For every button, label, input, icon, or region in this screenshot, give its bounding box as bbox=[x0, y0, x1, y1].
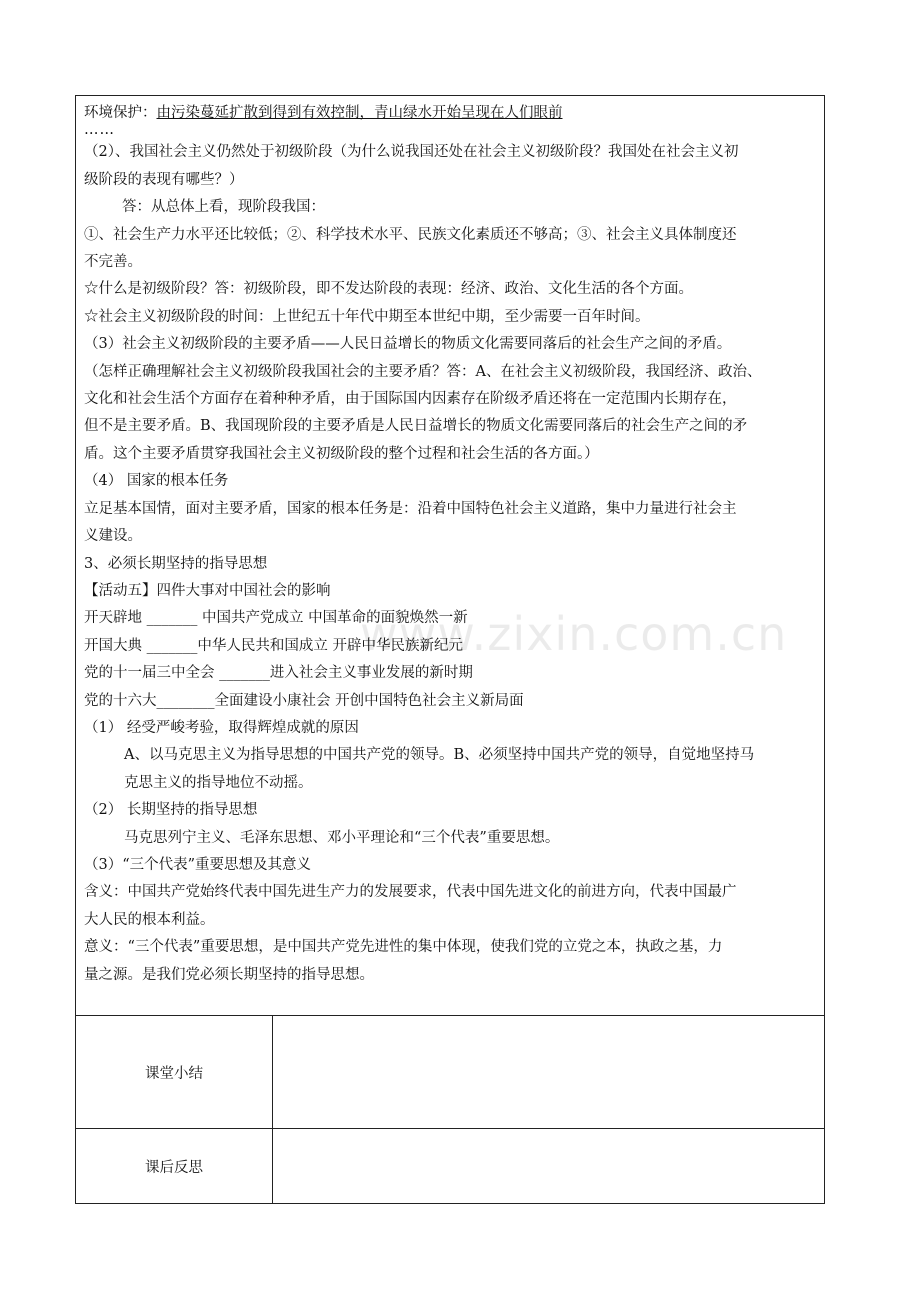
footer-table bbox=[75, 1015, 825, 1204]
subsection-1-title: （1） 经受严峻考验，取得辉煌成就的原因 bbox=[84, 719, 359, 736]
star-item-2: ☆社会主义初级阶段的时间：上世纪五十年代中期至本世纪中期，至少需要一百年时间。 bbox=[84, 308, 650, 325]
question-4-title: （4） 国家的根本任务 bbox=[84, 473, 229, 490]
summary-field[interactable] bbox=[273, 1016, 825, 1129]
worksheet bbox=[75, 95, 825, 1204]
question-4-text-2: 义建设。 bbox=[84, 528, 142, 545]
subsection-2-title: （2） 长期坚持的指导思想 bbox=[84, 802, 258, 819]
question-3-explanation-2: 文化和社会生活个方面存在着种种矛盾，由于国际国内因素存在阶级矛盾还将在一定范围内长期存在， bbox=[84, 391, 737, 408]
meaning-line-1: 含义：中国共产党始终代表中国先进生产力的发展要求，代表中国先进文化的前进方向，代表中国最广 bbox=[84, 884, 737, 901]
ellipsis: …… bbox=[84, 122, 115, 139]
question-3: （3）社会主义初级阶段的主要矛盾——人民日益增长的物质文化需要同落后的社会生产之间的矛盾。 bbox=[84, 336, 732, 353]
points-line-2: 不完善。 bbox=[84, 254, 142, 271]
points-line-1: ①、社会生产力水平还比较低；②、科学技术水平、民族文化素质还不够高；③、社会主义具体制度还 bbox=[84, 226, 737, 243]
subsection-2-text: 马克思列宁主义、毛泽东思想、邓小平理论和“三个代表”重要思想。 bbox=[124, 829, 560, 846]
event-3: 党的十一届三中全会 _______进入社会主义事业发展的新时期 bbox=[84, 665, 473, 682]
reflection-field[interactable] bbox=[273, 1129, 825, 1204]
summary-label: 课堂小结 bbox=[76, 1016, 273, 1129]
event-4: 党的十六大________全面建设小康社会 开创中国特色社会主义新局面 bbox=[84, 692, 524, 709]
question-2-line-1: （2）、我国社会主义仍然处于初级阶段（为什么说我国还处在社会主义初级阶段？我国处在社会主义初 bbox=[84, 144, 739, 161]
subsection-1-text-2: 克思主义的指导地位不动摇。 bbox=[124, 774, 313, 791]
reflection-row bbox=[76, 1129, 825, 1204]
environment-text: 由污染蔓延扩散到得到有效控制，青山绿水开始呈现在人们眼前 bbox=[156, 105, 563, 121]
event-2: 开国大典 _______中华人民共和国成立 开辟中华民族新纪元 bbox=[84, 637, 463, 654]
question-4-text-1: 立足基本国情，面对主要矛盾，国家的根本任务是：沿着中国特色社会主义道路，集中力量进行社会主 bbox=[84, 500, 737, 517]
activity-title: 【活动五】四件大事对中国社会的影响 bbox=[84, 582, 331, 599]
meaning-line-2: 大人民的根本利益。 bbox=[84, 911, 215, 928]
significance-line-2: 量之源。是我们党必须长期坚持的指导思想。 bbox=[84, 966, 374, 983]
reflection-label: 课后反思 bbox=[76, 1129, 273, 1204]
environment-label: 环境保护： bbox=[84, 105, 157, 121]
event-1: 开天辟地 _______ 中国共产党成立 中国革命的面貌焕然一新 bbox=[84, 610, 468, 627]
summary-row bbox=[76, 1016, 825, 1129]
answer-intro: 答：从总体上看，现阶段我国： bbox=[122, 199, 325, 216]
subsection-1-text-1: A、以马克思主义为指导思想的中国共产党的领导。B、必须坚持中国共产党的领导，自觉地坚持马 bbox=[124, 747, 755, 764]
subsection-3-title: （3）“三个代表”重要思想及其意义 bbox=[84, 856, 312, 873]
question-2-line-2: 级阶段的表现有哪些？） bbox=[84, 171, 244, 188]
significance-line-1: 意义：“三个代表”重要思想，是中国共产党先进性的集中体现，使我们党的立党之本，执政之基，力 bbox=[84, 939, 723, 956]
question-3-explanation-1: （怎样正确理解社会主义初级阶段我国社会的主要矛盾？答：A、在社会主义初级阶段，我国经济、政治、 bbox=[84, 363, 762, 380]
question-3-explanation-4: 盾。这个主要矛盾贯穿我国社会主义初级阶段的整个过程和社会生活的各方面。） bbox=[84, 445, 599, 462]
star-item-1: ☆什么是初级阶段？答：初级阶段，即不发达阶段的表现：经济、政治、文化生活的各个方面。 bbox=[84, 281, 693, 298]
section-3-title: 3、必须长期坚持的指导思想 bbox=[84, 555, 268, 572]
content-cell bbox=[75, 95, 825, 1015]
question-3-explanation-3: 但不是主要矛盾。B、我国现阶段的主要矛盾是人民日益增长的物质文化需要同落后的社会生产之间的矛 bbox=[84, 418, 748, 435]
watermark: www.zixin.com.cn bbox=[360, 607, 788, 661]
